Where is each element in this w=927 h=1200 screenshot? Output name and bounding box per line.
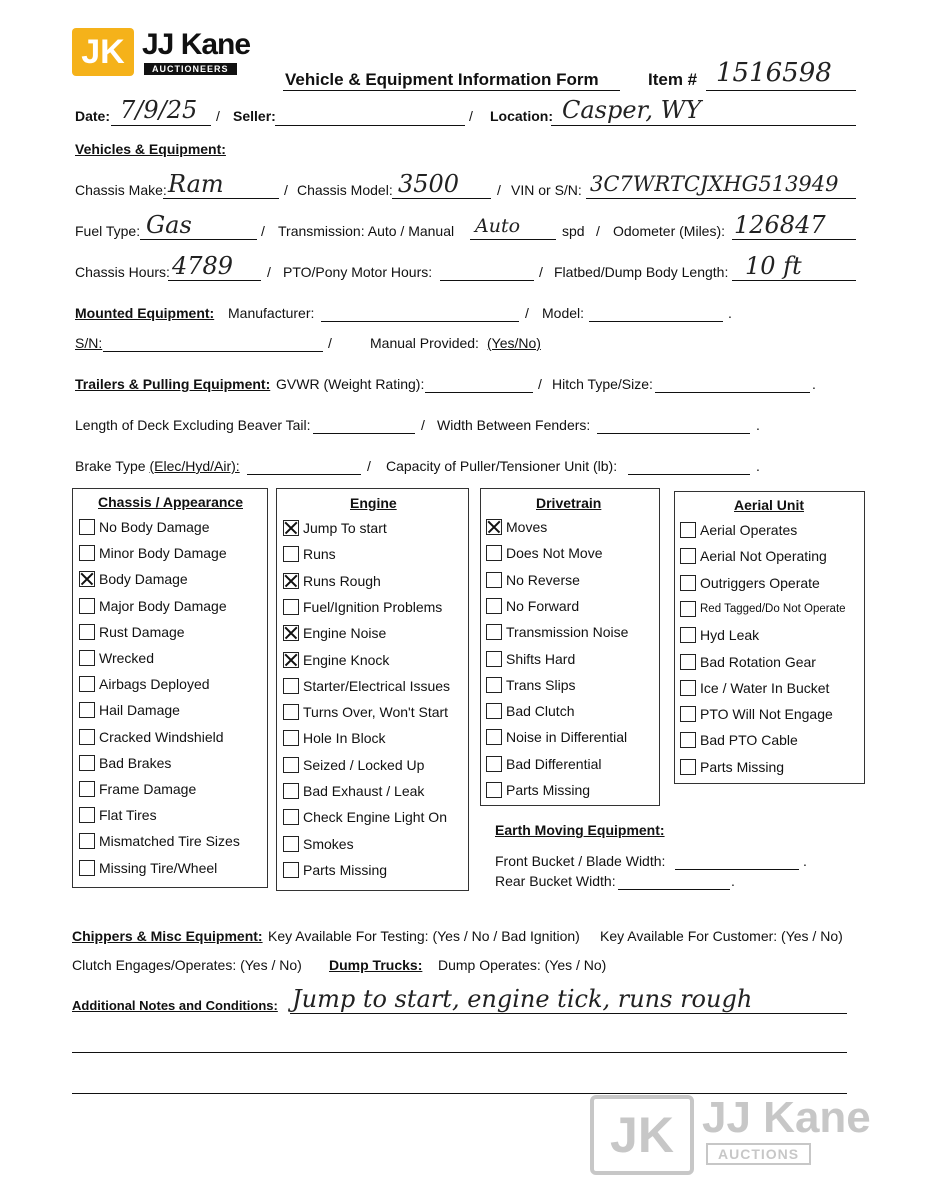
engine-item-parts-missing[interactable] — [283, 862, 387, 878]
checkbox-label: Turns Over, Won't Start — [303, 704, 449, 721]
drivetrain-item-parts-missing[interactable] — [486, 782, 590, 798]
checkbox-label: Hole In Block — [303, 730, 386, 747]
checkbox-label: Parts Missing — [303, 861, 388, 878]
checkbox[interactable] — [680, 680, 696, 696]
checkbox[interactable] — [79, 676, 95, 692]
chassis-item-no-body-damage[interactable] — [79, 519, 210, 535]
checkbox-label: Shifts Hard — [506, 650, 576, 667]
checkbox[interactable] — [486, 572, 502, 588]
checkbox-label: Ice / Water In Bucket — [700, 679, 830, 696]
chassis-item-airbags-deployed[interactable] — [79, 676, 210, 692]
checkbox-label: Runs Rough — [303, 572, 381, 589]
checkbox-label: Does Not Move — [506, 545, 603, 562]
checked-checkbox[interactable] — [79, 571, 95, 587]
pto-hours-label: PTO/Pony Motor Hours: — [283, 264, 433, 280]
chassis-item-cracked-windshield[interactable] — [79, 729, 224, 745]
checkbox-label: Flat Tires — [99, 807, 157, 824]
fenders-label: Width Between Fenders: — [437, 417, 591, 433]
model-field[interactable] — [589, 321, 723, 322]
notes-line-2[interactable] — [72, 1052, 847, 1053]
checkbox-label: Parts Missing — [506, 782, 591, 798]
brake-type-text: Brake Type — [75, 458, 150, 474]
checkbox[interactable] — [79, 598, 95, 614]
chassis-item-wrecked[interactable] — [79, 650, 154, 666]
mounted-heading: Mounted Equipment: — [75, 305, 215, 321]
dump-trucks-heading: Dump Trucks: — [329, 957, 423, 973]
engine-item-check-engine-light-on[interactable] — [283, 809, 447, 825]
checkbox[interactable] — [680, 732, 696, 748]
watermark-tag: AUCTIONS — [706, 1143, 811, 1165]
checkbox-label: Runs — [303, 546, 336, 563]
deck-length-label: Length of Deck Excluding Beaver Tail: — [75, 417, 311, 433]
front-bucket-field[interactable] — [675, 869, 799, 870]
checkbox[interactable] — [680, 601, 696, 617]
checkbox-label: Red Tagged/Do Not Operate — [700, 602, 846, 615]
drivetrain-item-trans-slips[interactable] — [486, 677, 576, 693]
engine-item-engine-knock[interactable] — [283, 652, 389, 668]
drivetrain-item-moves[interactable] — [486, 519, 547, 535]
checkbox-label: Airbags Deployed — [99, 676, 210, 693]
manufacturer-field[interactable] — [321, 321, 519, 322]
checkbox[interactable] — [486, 782, 502, 798]
seller-label: Seller: — [233, 108, 276, 124]
chassis-item-rust-damage[interactable] — [79, 624, 185, 640]
chassis-model-value: 3500 — [398, 170, 460, 198]
engine-item-smokes[interactable] — [283, 836, 354, 852]
chassis-item-frame-damage[interactable] — [79, 781, 196, 797]
checkbox[interactable] — [486, 598, 502, 614]
chassis-item-minor-body-damage[interactable] — [79, 545, 227, 561]
checkbox[interactable] — [680, 548, 696, 564]
checkbox[interactable] — [486, 545, 502, 561]
drivetrain-item-no-reverse[interactable] — [486, 572, 580, 588]
engine-item-fuel-ignition-problems[interactable] — [283, 599, 442, 615]
gvwr-label: GVWR (Weight Rating): — [276, 376, 425, 392]
pto-hours-field[interactable] — [440, 280, 534, 281]
chassis-hours-value: 4789 — [172, 252, 234, 280]
manufacturer-label: Manufacturer: — [228, 305, 315, 321]
chassis-item-body-damage[interactable] — [79, 571, 188, 587]
aerial-item-bad-pto-cable[interactable] — [680, 732, 798, 748]
fuel-type-label: Fuel Type: — [75, 223, 141, 239]
checkbox[interactable] — [283, 862, 299, 878]
spd-label: spd — [562, 223, 585, 239]
checkbox[interactable] — [283, 704, 299, 720]
logo-name: JJ Kane — [142, 28, 251, 61]
hitch-label: Hitch Type/Size: — [552, 376, 653, 392]
aerial-item-hyd-leak[interactable] — [680, 627, 759, 643]
checkbox[interactable] — [283, 678, 299, 694]
vin-value: 3C7WRTCJXHG513949 — [590, 172, 839, 196]
aerial-item-aerial-not-operating[interactable] — [680, 548, 827, 564]
transmission-label: Transmission: Auto / Manual — [278, 223, 455, 239]
location-value: Casper, WY — [562, 96, 702, 124]
brake-type-field[interactable] — [247, 474, 361, 475]
seller-field[interactable] — [275, 125, 465, 126]
notes-value: Jump to start, engine tick, runs rough — [292, 985, 753, 1013]
checkbox-label: Minor Body Damage — [99, 545, 227, 562]
item-number-label: Item # — [648, 70, 698, 89]
engine-item-bad-exhaust-leak[interactable] — [283, 783, 424, 799]
drivetrain-title: Drivetrain — [536, 495, 602, 511]
checkbox-label: Parts Missing — [700, 758, 785, 775]
dump-operates-text: Dump Operates: (Yes / No) — [438, 957, 607, 973]
checkbox[interactable] — [79, 702, 95, 718]
checkbox[interactable] — [680, 654, 696, 670]
logo-tagline: AUCTIONEERS — [144, 63, 237, 75]
aerial-item-outriggers-operate[interactable] — [680, 575, 820, 591]
checkbox-label: Bad Clutch — [506, 703, 575, 720]
fuel-type-value: Gas — [146, 211, 192, 239]
checkbox-label: No Forward — [506, 597, 580, 614]
checkbox-label: No Body Damage — [99, 519, 210, 535]
checkbox[interactable] — [79, 860, 95, 876]
checkbox-label: Bad Brakes — [99, 754, 172, 771]
vehicles-heading: Vehicles & Equipment: — [75, 141, 226, 157]
vin-label: VIN or S/N: — [511, 182, 582, 198]
engine-item-turns-over-won-t-start[interactable] — [283, 704, 448, 720]
checkbox-label: Transmission Noise — [506, 624, 629, 641]
rear-bucket-field[interactable] — [618, 889, 730, 890]
checkbox-label: Frame Damage — [99, 781, 197, 797]
engine-item-seized-locked-up[interactable] — [283, 757, 424, 773]
checkbox-label: Trans Slips — [506, 676, 576, 693]
drivetrain-item-shifts-hard[interactable] — [486, 651, 575, 667]
engine-item-runs-rough[interactable] — [283, 573, 381, 589]
checked-checkbox[interactable] — [486, 519, 502, 535]
checkbox-label: Outriggers Operate — [700, 574, 820, 591]
checkbox[interactable] — [283, 730, 299, 746]
checkbox-label: Starter/Electrical Issues — [303, 677, 451, 694]
checkbox[interactable] — [486, 756, 502, 772]
checkbox-label: Fuel/Ignition Problems — [303, 598, 443, 615]
checkbox-label: Aerial Operates — [700, 522, 798, 538]
checkbox[interactable] — [79, 545, 95, 561]
checkbox-label: Bad Rotation Gear — [700, 653, 816, 670]
chassis-appearance-title: Chassis / Appearance — [98, 494, 243, 510]
aerial-item-ice-water-in-bucket[interactable] — [680, 680, 829, 696]
deck-length-field[interactable] — [313, 433, 415, 434]
checkbox[interactable] — [283, 836, 299, 852]
engine-item-hole-in-block[interactable] — [283, 730, 385, 746]
checkbox[interactable] — [79, 833, 95, 849]
brake-type-label — [75, 458, 240, 474]
checkbox[interactable] — [79, 729, 95, 745]
rear-bucket-label: Rear Bucket Width: — [495, 873, 616, 889]
checkbox-label: Bad Differential — [506, 755, 602, 772]
drivetrain-item-noise-in-differential[interactable] — [486, 729, 627, 745]
checkbox[interactable] — [680, 706, 696, 722]
form-title: Vehicle & Equipment Information Form — [285, 70, 599, 89]
checkbox-label: Mismatched Tire Sizes — [99, 833, 240, 850]
checkbox[interactable] — [486, 729, 502, 745]
checkbox-label: Missing Tire/Wheel — [99, 859, 218, 876]
chassis-item-flat-tires[interactable] — [79, 807, 157, 823]
fenders-field[interactable] — [597, 433, 750, 434]
flatbed-length-label: Flatbed/Dump Body Length: — [554, 264, 729, 280]
key-testing-text: Key Available For Testing: (Yes / No / Bad Ignition) — [268, 928, 580, 944]
chippers-heading: Chippers & Misc Equipment: — [72, 928, 263, 944]
manual-provided-label: Manual Provided: — [370, 335, 479, 351]
watermark-mark: JK — [590, 1095, 694, 1175]
date-value: 7/9/25 — [120, 96, 198, 124]
chassis-item-mismatched-tire-sizes[interactable] — [79, 833, 240, 849]
earth-moving-heading: Earth Moving Equipment: — [495, 822, 665, 838]
odometer-label: Odometer (Miles): — [613, 223, 726, 239]
checkbox[interactable] — [283, 599, 299, 615]
key-customer-text: Key Available For Customer: (Yes / No) — [600, 928, 843, 944]
logo-mark: JK — [72, 28, 134, 76]
aerial-item-pto-will-not-engage[interactable] — [680, 706, 833, 722]
checkbox-label: Hyd Leak — [700, 627, 760, 644]
engine-item-runs[interactable] — [283, 546, 336, 562]
flatbed-length-value: 10 ft — [745, 252, 802, 280]
gvwr-field[interactable] — [425, 392, 533, 393]
checkbox-label: Hail Damage — [99, 702, 180, 719]
date-label: Date: — [75, 108, 111, 124]
checkbox[interactable] — [486, 677, 502, 693]
checkbox[interactable] — [680, 759, 696, 775]
chassis-item-hail-damage[interactable] — [79, 702, 180, 718]
checkbox-label: Bad PTO Cable — [700, 732, 798, 749]
checkbox-label: PTO Will Not Engage — [700, 706, 833, 723]
watermark-name: JJ Kane — [702, 1093, 871, 1142]
checkbox-label: Smokes — [303, 835, 354, 852]
checkbox[interactable] — [486, 651, 502, 667]
notes-label: Additional Notes and Conditions: — [72, 998, 278, 1013]
chassis-item-missing-tire-wheel[interactable] — [79, 860, 217, 876]
company-logo — [72, 28, 272, 84]
checkbox-label: No Reverse — [506, 571, 580, 588]
aerial-item-bad-rotation-gear[interactable] — [680, 654, 816, 670]
checkbox[interactable] — [680, 575, 696, 591]
checkbox-label: Rust Damage — [99, 623, 185, 640]
checkbox[interactable] — [486, 624, 502, 640]
drivetrain-item-does-not-move[interactable] — [486, 545, 602, 561]
location-label: Location: — [490, 108, 553, 124]
checkbox-label: Engine Noise — [303, 625, 387, 642]
aerial-item-aerial-operates[interactable] — [680, 522, 797, 538]
checkbox[interactable] — [79, 519, 95, 535]
chassis-item-bad-brakes[interactable] — [79, 755, 171, 771]
checkbox-label: Bad Exhaust / Leak — [303, 783, 425, 799]
chassis-model-label: Chassis Model: — [297, 182, 393, 198]
model-label: Model: — [542, 305, 585, 321]
sn-label: S/N: — [75, 335, 103, 351]
checkbox[interactable] — [680, 627, 696, 643]
checked-checkbox[interactable] — [283, 520, 299, 536]
checkbox-label: Major Body Damage — [99, 597, 227, 614]
checked-checkbox[interactable] — [283, 573, 299, 589]
checkbox-label: Engine Knock — [303, 651, 390, 668]
checkbox-label: Wrecked — [99, 650, 154, 666]
checked-checkbox[interactable] — [283, 652, 299, 668]
checkbox[interactable] — [283, 809, 299, 825]
clutch-text: Clutch Engages/Operates: (Yes / No) — [72, 957, 302, 973]
checkbox-label: Aerial Not Operating — [700, 548, 827, 565]
trailers-heading: Trailers & Pulling Equipment: — [75, 376, 271, 392]
drivetrain-item-transmission-noise[interactable] — [486, 624, 628, 640]
checkbox-label: Seized / Locked Up — [303, 756, 425, 773]
drivetrain-item-bad-differential[interactable] — [486, 756, 601, 772]
checkbox[interactable] — [486, 703, 502, 719]
chassis-hours-label: Chassis Hours: — [75, 264, 170, 280]
checkbox[interactable] — [283, 783, 299, 799]
item-number-value: 1516598 — [716, 58, 832, 88]
checkbox[interactable] — [79, 755, 95, 771]
checkbox[interactable] — [79, 807, 95, 823]
capacity-label: Capacity of Puller/Tensioner Unit (lb): — [386, 458, 618, 474]
engine-item-jump-to-start[interactable] — [283, 520, 387, 536]
aerial-item-red-tagged-do-not-operate[interactable] — [680, 601, 846, 617]
checked-checkbox[interactable] — [283, 625, 299, 641]
checkbox-label: Check Engine Light On — [303, 809, 447, 826]
checkbox-label: Jump To start — [303, 520, 387, 536]
checkbox[interactable] — [79, 624, 95, 640]
checkbox[interactable] — [283, 546, 299, 562]
hitch-field[interactable] — [655, 392, 810, 393]
watermark-logo — [590, 1093, 900, 1173]
checkbox-label: Body Damage — [99, 571, 188, 588]
checkbox-label: Noise in Differential — [506, 729, 628, 746]
odometer-value: 126847 — [734, 211, 826, 239]
drivetrain-item-no-forward[interactable] — [486, 598, 579, 614]
aerial-unit-title: Aerial Unit — [734, 497, 805, 513]
checkbox[interactable] — [680, 522, 696, 538]
chassis-item-major-body-damage[interactable] — [79, 598, 227, 614]
checkbox[interactable] — [79, 781, 95, 797]
engine-item-starter-electrical-issues[interactable] — [283, 678, 450, 694]
manual-provided-options: (Yes/No) — [487, 335, 541, 351]
chassis-make-value: Ram — [168, 170, 224, 198]
front-bucket-label: Front Bucket / Blade Width: — [495, 853, 666, 869]
sn-field[interactable] — [103, 351, 323, 352]
checkbox-label: Moves — [506, 519, 548, 535]
brake-type-options: (Elec/Hyd/Air): — [149, 458, 240, 474]
checkbox[interactable] — [79, 650, 95, 666]
capacity-field[interactable] — [628, 474, 750, 475]
engine-item-engine-noise[interactable] — [283, 625, 386, 641]
chassis-make-label: Chassis Make: — [75, 182, 167, 198]
engine-title: Engine — [350, 495, 397, 511]
checkbox-label: Cracked Windshield — [99, 728, 224, 745]
drivetrain-item-bad-clutch[interactable] — [486, 703, 574, 719]
checkbox[interactable] — [283, 757, 299, 773]
aerial-item-parts-missing[interactable] — [680, 759, 784, 775]
transmission-value: Auto — [475, 215, 521, 237]
